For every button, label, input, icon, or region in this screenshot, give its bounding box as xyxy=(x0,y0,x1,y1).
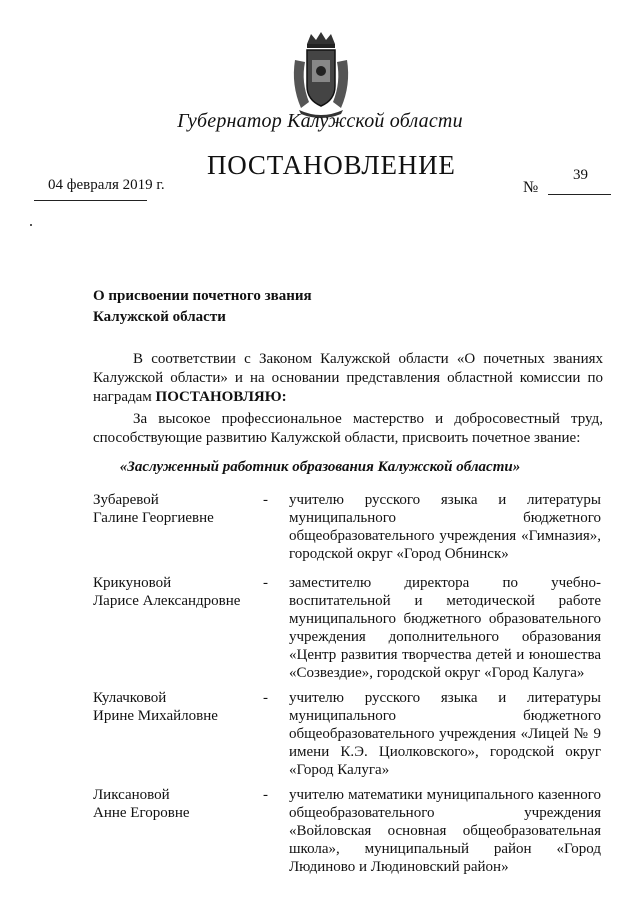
awardee-name xyxy=(93,786,263,822)
awardee-given-names: Анне Егоровне xyxy=(93,805,190,821)
awardee-given-names: Галине Георгиевне xyxy=(93,510,214,526)
entry-dash: - xyxy=(263,787,268,803)
honorary-title: «Заслуженный работник образования Калужской области» xyxy=(119,459,521,475)
document-subject xyxy=(93,286,393,328)
number-underline xyxy=(548,194,611,195)
document-number: 39 xyxy=(573,167,588,183)
issuing-authority: Губернатор Калужской области xyxy=(177,110,463,132)
awardee-name xyxy=(93,491,263,527)
subject-line-2: Калужской области xyxy=(93,309,226,325)
document-date: 04 февраля 2019 г. xyxy=(48,177,165,193)
date-underline xyxy=(34,200,147,201)
awardee-surname: Зубаревой xyxy=(93,492,159,508)
awardee-position: учителю русского языка и литературы муниципального бюджетного общеобразовательного учреждения «Гимназия», городской округ «Город Обнинск» xyxy=(289,492,601,562)
number-sign: № xyxy=(523,179,539,196)
awardee-given-names: Ларисе Александровне xyxy=(93,593,241,609)
entry-dash: - xyxy=(263,492,268,508)
preamble-paragraph xyxy=(93,350,603,407)
awardee-position: заместителю директора по учебно-воспитательной и методической работе муниципального бюджетного образовательного учреждения дополнительного образования «Центр развития творчества детей и юношества «Созвездие», городской округ «Город Калуга» xyxy=(289,575,601,681)
document-type-title: ПОСТАНОВЛЕНИЕ xyxy=(207,150,456,180)
awardee-surname: Крикуновой xyxy=(93,575,172,591)
awardee-surname: Кулачковой xyxy=(93,690,167,706)
preamble-text: В соответствии с Законом Калужской области «О почетных званиях Калужской области» и на основании представления областной комиссии по наградам xyxy=(93,351,603,405)
scan-speck xyxy=(30,224,32,226)
award-paragraph: За высокое профессиональное мастерство и добросовестный труд, способствующие развитию Калужской области, присвоить почетное звание: xyxy=(93,411,603,446)
entry-dash: - xyxy=(263,575,268,591)
awardee-position: учителю русского языка и литературы муниципального бюджетного общеобразовательного учреждения «Лицей № 9 имени К.Э. Циолковского», городской округ «Город Калуга» xyxy=(289,690,601,778)
entry-dash: - xyxy=(263,690,268,706)
awardee-given-names: Ирине Михайловне xyxy=(93,708,218,724)
awardee-name xyxy=(93,689,263,725)
coat-of-arms-icon xyxy=(285,30,357,118)
awardee-name xyxy=(93,574,263,610)
awardee-position: учителю математики муниципального казенного общеобразовательного учреждения «Войловская основная общеобразовательная школа», муниципальный район «Город Людиново и Людиновский район» xyxy=(289,787,601,875)
subject-line-1: О присвоении почетного звания xyxy=(93,288,312,304)
resolve-keyword: ПОСТАНОВЛЯЮ: xyxy=(155,389,287,405)
awardee-surname: Ликсановой xyxy=(93,787,170,803)
